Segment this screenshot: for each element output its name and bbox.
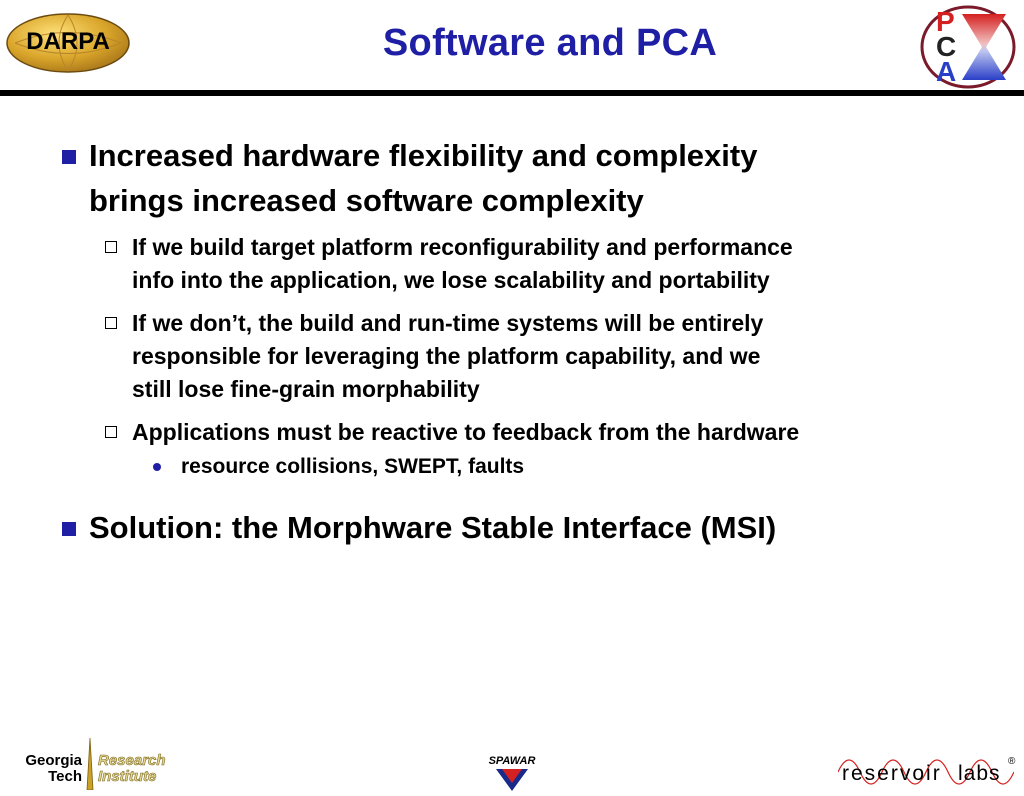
sub-bullet-hollow-square-icon (105, 317, 117, 329)
bullet-1-line-1: Increased hardware flexibility and complexity (89, 138, 758, 173)
sub-sub-bullet-dot-icon (153, 463, 161, 471)
bullet-1-line-2: brings increased software complexity (89, 183, 644, 218)
spawar-chevron-icon (496, 769, 528, 791)
sub-sub-bullet-1: resource collisions, SWEPT, faults (181, 455, 525, 478)
bullet-square-icon (62, 150, 76, 164)
spawar-logo (484, 755, 540, 793)
spawar-text: SPAWAR (488, 755, 536, 767)
sub-bullet-2-line-3: still lose fine-grain morphability (132, 376, 480, 402)
sub-bullet-hollow-square-icon (105, 241, 117, 253)
sub-bullet-2-line-1: If we don’t, the build and run-time systems will be entirely (132, 310, 764, 336)
gtri-georgia-text: Georgia (25, 752, 82, 769)
gtri-tower-icon (84, 738, 96, 790)
gtri-logo (6, 738, 176, 790)
labs-text: labs (958, 762, 1001, 785)
pca-letter-c: C (936, 31, 957, 62)
gtri-tech-text: Tech (48, 768, 82, 785)
sub-bullet-1-line-1: If we build target platform reconfigurability and performance (132, 234, 793, 260)
gtri-research-text: Research (98, 752, 166, 769)
registered-mark: ® (1008, 756, 1016, 767)
pca-logo (918, 4, 1018, 90)
pca-letter-p: P (936, 6, 955, 37)
reservoir-labs-logo (838, 748, 1020, 794)
sub-bullet-3-line-1: Applications must be reactive to feedback from the hardware (132, 419, 800, 445)
sub-bullet-1-line-2: info into the application, we lose scalability and portability (132, 267, 770, 293)
sub-bullet-2-line-2: responsible for leveraging the platform capability, and we (132, 343, 761, 369)
sub-bullet-hollow-square-icon (105, 426, 117, 438)
bullet-2-line-1: Solution: the Morphware Stable Interface (MSI) (89, 510, 777, 545)
pca-letter-a: A (936, 56, 957, 87)
bullet-square-icon (62, 522, 76, 536)
header-divider (0, 90, 1024, 96)
slide-title: Software and PCA (382, 22, 718, 64)
reservoir-text: reservoir (842, 762, 942, 785)
darpa-logo-text: DARPA (26, 28, 110, 55)
gtri-institute-text: Institute (98, 768, 157, 785)
